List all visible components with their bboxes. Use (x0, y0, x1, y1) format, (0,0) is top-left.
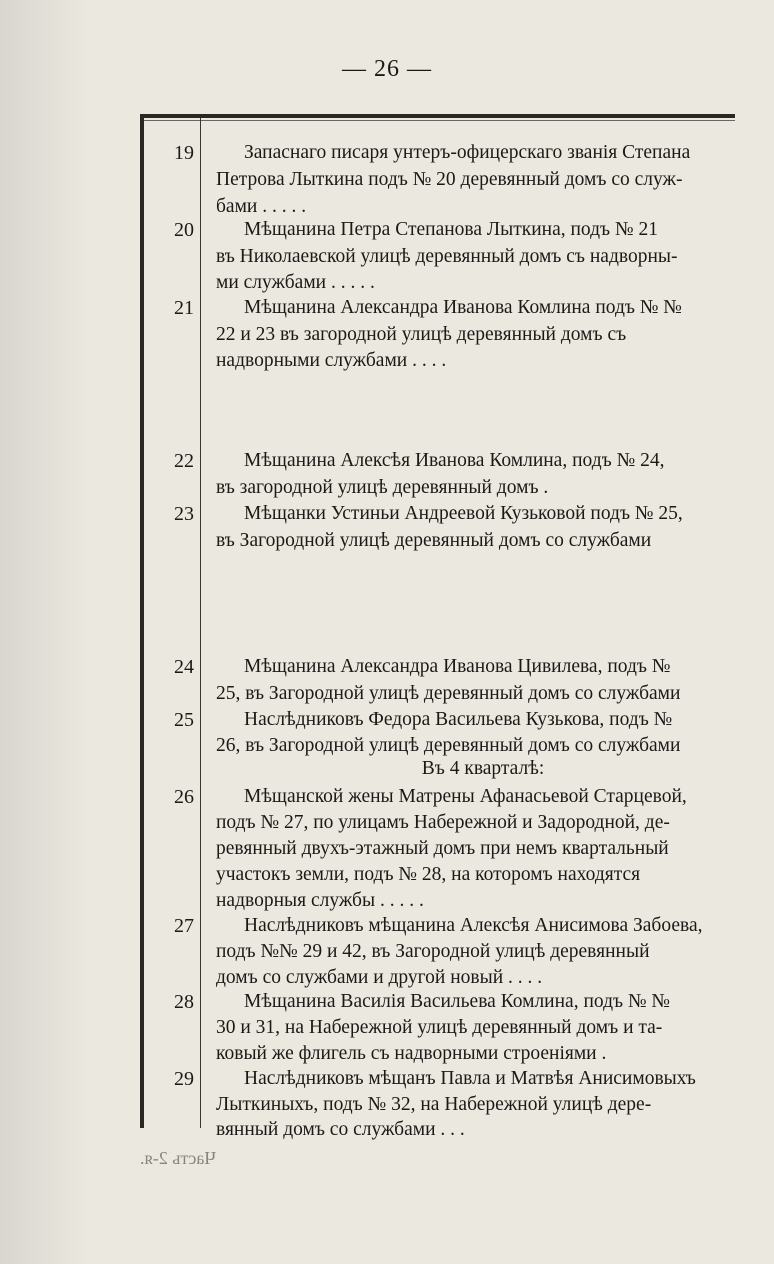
bleed-through-footer-mark: Часть 2-я. (140, 1148, 217, 1168)
entry-line: бами . . . . . (216, 196, 307, 217)
entry-line: 22 и 23 въ загородной улицѣ деревянный домъ съ (216, 324, 627, 345)
entry-number: 29 (174, 1068, 194, 1090)
entry-line: ми службами . . . . . (216, 272, 375, 293)
entry-line: Мѣщанина Александра Иванова Комлина подъ № № (244, 297, 682, 318)
entry-line: Мѣщанки Устиньи Андреевой Кузьковой подъ № 25, (244, 503, 683, 524)
entry-line: 26, въ Загородной улицѣ деревянный домъ со службами (216, 735, 681, 756)
entry-number: 25 (174, 709, 194, 731)
entry-line: Мѣщанина Василія Васильева Комлина, подъ № № (244, 991, 671, 1012)
section-heading: Въ 4 кварталѣ: (421, 758, 545, 779)
entry-number: 19 (174, 142, 194, 164)
entry-line: Петрова Лыткина подъ № 20 деревянный домъ со служ- (216, 169, 683, 190)
entry-number: 26 (174, 786, 194, 808)
entry-line: надворными службами . . . . (216, 350, 447, 371)
entry-line: участокъ земли, подъ № 28, на которомъ находятся (216, 864, 641, 885)
entry-line: ковый же флигель съ надворными строеніями . (216, 1043, 607, 1064)
entry-number: 22 (174, 450, 194, 472)
entry-line: вянный домъ со службами . . . (216, 1119, 465, 1140)
entry-number: 28 (174, 991, 194, 1013)
entry-line: въ загородной улицѣ деревянный домъ . (216, 477, 549, 498)
entry-number: 27 (174, 915, 194, 937)
entry-line: Мѣщанской жены Матрены Афанасьевой Старцевой, (244, 786, 687, 807)
entry-line: Наслѣдниковъ мѣщанъ Павла и Матвѣя Анисимовыхъ (244, 1068, 696, 1089)
entry-line: 25, въ Загородной улицѣ деревянный домъ со службами (216, 683, 681, 704)
entry-line: Наслѣдниковъ мѣщанина Алексѣя Анисимова Забоева, (244, 915, 703, 936)
entry-number: 21 (174, 297, 194, 319)
entry-line: ревянный двухъ-этажный домъ при немъ квартальный (216, 838, 669, 859)
entry-line: Мѣщанина Алексѣя Иванова Комлина, подъ № 24, (244, 450, 665, 471)
entry-number: 24 (174, 656, 194, 678)
entry-number: 23 (174, 503, 194, 525)
entry-line: домъ со службами и другой новый . . . . (216, 967, 543, 988)
entry-line: въ Загородной улицѣ деревянный домъ со службами (216, 530, 652, 551)
entry-line: Наслѣдниковъ Федора Васильева Кузькова, подъ № (244, 709, 673, 730)
entry-line: въ Николаевской улицѣ деревянный домъ съ надворны- (216, 246, 678, 267)
entry-line: Мѣщанина Александра Иванова Цивилева, подъ № (244, 656, 671, 677)
entry-line: подъ №№ 29 и 42, въ Загородной улицѣ деревянный (216, 941, 650, 962)
entry-line: Запаснаго писаря унтеръ-офицерскаго званія Степана (244, 142, 691, 163)
entry-line: Лыткиныхъ, подъ № 32, на Набережной улицѣ дере- (216, 1094, 652, 1115)
page-number: — 26 — (342, 56, 432, 82)
entry-line: подъ № 27, по улицамъ Набережной и Задородной, де- (216, 812, 670, 833)
entry-line: Мѣщанина Петра Степанова Лыткина, подъ № 21 (244, 219, 658, 240)
entry-line: надворныя службы . . . . . (216, 890, 424, 911)
entry-line: 30 и 31, на Набережной улицѣ деревянный домъ и та- (216, 1017, 663, 1038)
entry-number: 20 (174, 219, 194, 241)
